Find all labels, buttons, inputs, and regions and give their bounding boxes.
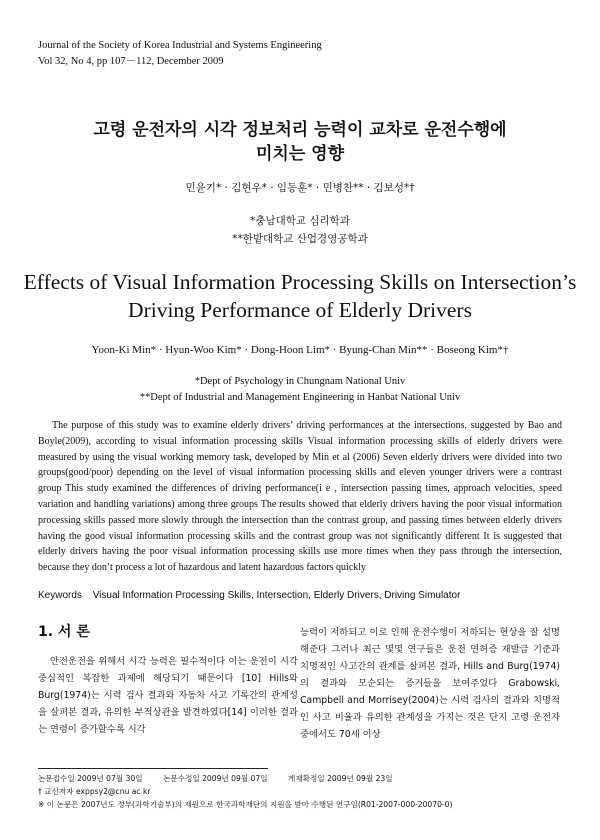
english-affiliation-1: *Dept of Psychology in Chungnam National Univ [194, 376, 406, 387]
korean-title-line2: 미치는 영향 [255, 144, 345, 164]
korean-affiliations [0, 212, 600, 248]
footnote-revised: 논문수정일 2009년 09월 07일 [163, 774, 268, 783]
english-title [0, 268, 600, 324]
footnote-funding: ※ 이 논문은 2007년도 정부(과학기술부)의 재원으로 한국과학재단의 지원을 받아 수행된 연구임(R01-2007-000-20070-0) [38, 800, 453, 809]
korean-title [0, 118, 600, 166]
footnote-divider [38, 768, 268, 769]
keywords-label: Keywords [38, 590, 82, 601]
column-right [300, 624, 560, 743]
english-affiliations [0, 374, 600, 406]
footnote-corresponding: † 교신저자 exppsy2@cnu ac kr [38, 787, 151, 796]
korean-authors: 민윤기* · 김현우* · 임동훈* · 민병찬** · 김보성*† [185, 182, 415, 194]
section-left-text: 안전운전을 위해서 시각 능력은 필수적이다 이는 운전이 시각 중심적인 복잡한 과제에 해당되기 때문이다 [10] Hills와 Burg(1974)는 시력 검사 결과와 자동차 사고 기록간의 관계성을 살펴본 결과, 유의한 부적상관을 발견하였다[14] 이러한 결과는 연령이 증가할수록 시각 [38, 656, 298, 735]
english-affiliation-2: **Dept of Industrial and Management Engineering in Hanbat National Univ [139, 392, 461, 403]
abstract [38, 418, 562, 576]
keywords [38, 590, 562, 601]
korean-title-line1: 고령 운전자의 시각 정보처리 능력이 교차로 운전수행에 [93, 120, 507, 140]
journal-volume: Vol 32, No 4, pp 107－112, December 2009 [38, 56, 224, 67]
korean-affiliation-2: **한밭대학교 산업경영공학과 [232, 233, 368, 245]
footnote-dates [38, 772, 578, 785]
english-title-line2: Driving Performance of Elderly Drivers [128, 298, 472, 322]
english-authors: Yoon-Ki Min* · Hyun-Woo Kim* · Dong-Hoon Lim* · Byung-Chan Min** · Boseong Kim*† [91, 344, 509, 356]
footnote-accepted: 게재확정일 2009년 09월 23일 [288, 774, 393, 783]
section-right-text: 능력이 저하되고 이로 인해 운전수행이 저하되는 현상을 잘 설명해준다 그러나 최근 몇몇 연구들은 운전 면허증 재발급 기준과 치명적인 사고간의 관계를 살펴본 결과, Hills and Burg(1974)의 결과와 모순되는 증거들을 보여주었다 Grabowski, Campbell and Morrisey(2004)는 시력 검사의 결과와 치명적인 사고 비율과 유의한 관계성을 가지는 것은 단지 고령 운전자 중에서도 70세 이상 [300, 627, 560, 740]
english-title-line1: Effects of Visual Information Processing Skills on Intersection’s [23, 270, 577, 294]
keywords-text: Visual Information Processing Skills, Intersection, Elderly Drivers, Driving Simulator [92, 590, 461, 601]
journal-header [38, 38, 322, 70]
section-heading: 1. 서 론 [38, 624, 90, 640]
footnotes [38, 772, 578, 811]
abstract-text: The purpose of this study was to examine elderly drivers’ driving performances at the intersections, suggested by Bao and Boyle(2009), according to visual information processing skills Visual information processing skills of elderly drivers were measured by using the visual working memory task, developed by Min et al (2006) Seven elderly drivers were divided into two groups(good/poor) depending on the level of visual information processing skills and eleven younger drivers were a contrast group This study examined the differences of driving performance(i e , intersection passing times, approach velocities, speed variation and handling variations) among three groups The results showed that elderly drivers having the poor visual information processing skills passed more slowly through the intersection than the contrast group, and passing times between elderly drivers having the good visual information processing skills and the contrast group was not significantly different It is suggested that elderly drivers having the poor visual information processing skills use more times when they pass through the intersection, because they don’t process a lot of hazardous and latent hazardous factors quickly [38, 420, 562, 574]
column-left [38, 624, 298, 738]
korean-affiliation-1: *충남대학교 심리학과 [250, 215, 350, 227]
journal-name: Journal of the Society of Korea Industrial and Systems Engineering [38, 40, 322, 51]
footnote-received: 논문접수일 2009년 07월 30일 [38, 774, 143, 783]
